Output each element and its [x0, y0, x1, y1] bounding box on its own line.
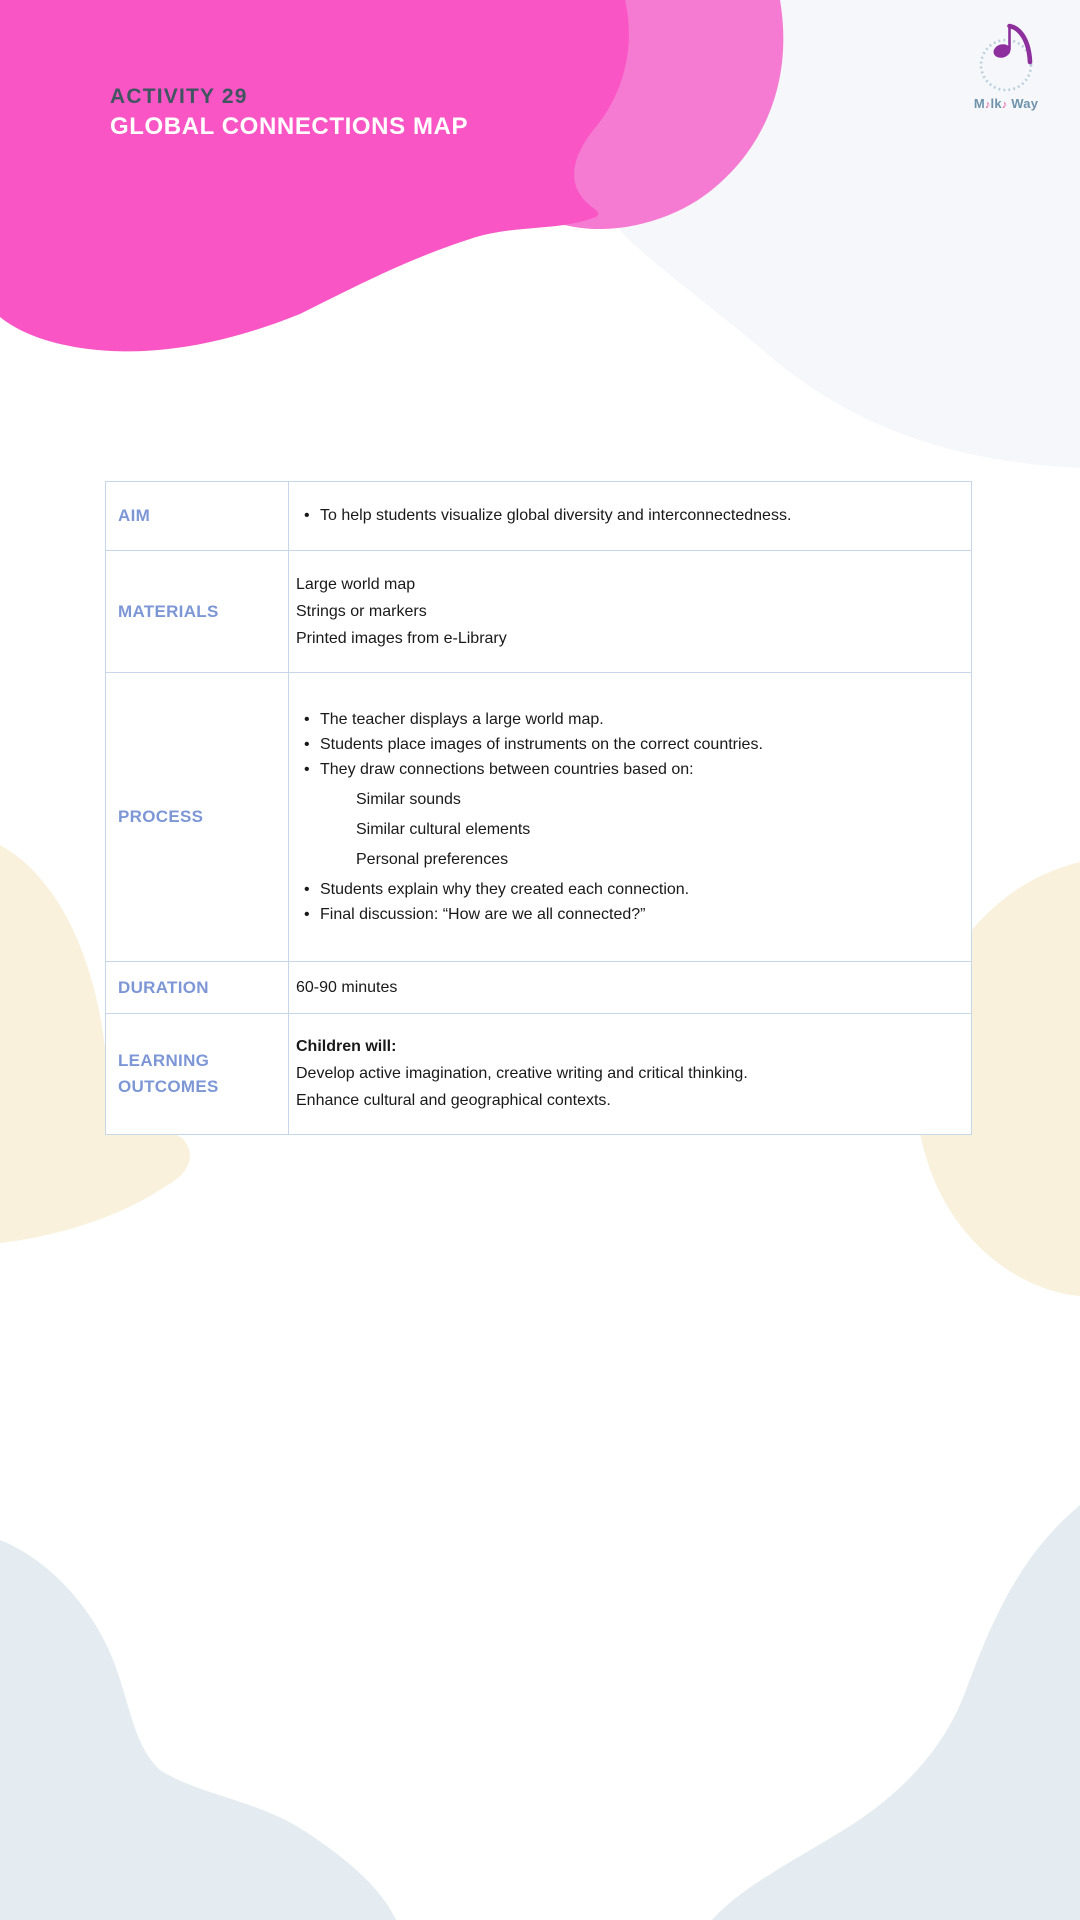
process-sub-item: Personal preferences: [356, 850, 509, 868]
bottom-left-gray-blob: [0, 1540, 396, 1920]
process-bullet-item: • Students place images of instruments on the correct countries.: [296, 735, 955, 755]
note-glyph-icon: ♪: [1001, 99, 1008, 111]
table-row-duration: [106, 961, 971, 1013]
row-label-aim: AIM: [106, 482, 289, 550]
header: [110, 84, 468, 142]
row-label-materials: MATERIALS: [106, 551, 289, 672]
process-bullet-item: • They draw connections between countries based on:: [296, 760, 955, 780]
process-bullet-item: • The teacher displays a large world map.: [296, 710, 955, 730]
music-note-logo-icon: [966, 20, 1046, 94]
table-row-materials: [106, 550, 971, 672]
outcomes-heading: Children will:: [296, 1038, 397, 1055]
material-line: Large world map: [296, 575, 416, 593]
bottom-right-gray-blob: [712, 1505, 1080, 1920]
material-line: Strings or markers: [296, 602, 427, 620]
logo-letter: M: [973, 96, 985, 111]
milky-way-logo: [966, 20, 1046, 111]
row-content-process: [289, 673, 971, 961]
row-content-aim: [289, 482, 971, 550]
row-label-process: PROCESS: [106, 673, 289, 961]
outcome-line: Enhance cultural and geographical contexts.: [296, 1092, 611, 1109]
page-title: GLOBAL CONNECTIONS MAP: [110, 113, 469, 140]
process-sub-item: Similar cultural elements: [356, 820, 531, 838]
activity-table: [105, 481, 972, 1135]
row-label-learning-outcomes: LEARNING OUTCOMES: [106, 1014, 289, 1134]
row-content-duration: [289, 962, 971, 1013]
material-line: Printed images from e-Library: [296, 629, 507, 647]
aim-bullet-item: • To help students visualize global diversity and interconnectedness.: [296, 506, 955, 526]
row-content-materials: [289, 551, 971, 672]
logo-letters: Way: [1007, 96, 1039, 111]
row-content-learning-outcomes: [289, 1014, 971, 1134]
main-pink-blob: [0, 0, 629, 351]
logo-wordmark: [966, 96, 1046, 111]
process-bullet-item: • Final discussion: “How are we all connected?”: [296, 905, 955, 925]
row-label-duration: DURATION: [106, 962, 289, 1013]
table-row-aim: [106, 482, 971, 550]
duration-value: 60-90 minutes: [296, 978, 398, 996]
process-sub-item: Similar sounds: [356, 790, 461, 808]
process-bullet-item: • Students explain why they created each connection.: [296, 880, 955, 900]
table-row-learning-outcomes: [106, 1013, 971, 1134]
table-row-process: [106, 672, 971, 961]
note-glyph-icon: ♪: [984, 99, 991, 111]
activity-number-title: ACTIVITY 29: [110, 85, 248, 108]
logo-letters: lk: [990, 96, 1002, 111]
outcome-line: Develop active imagination, creative writing and critical thinking.: [296, 1065, 748, 1082]
